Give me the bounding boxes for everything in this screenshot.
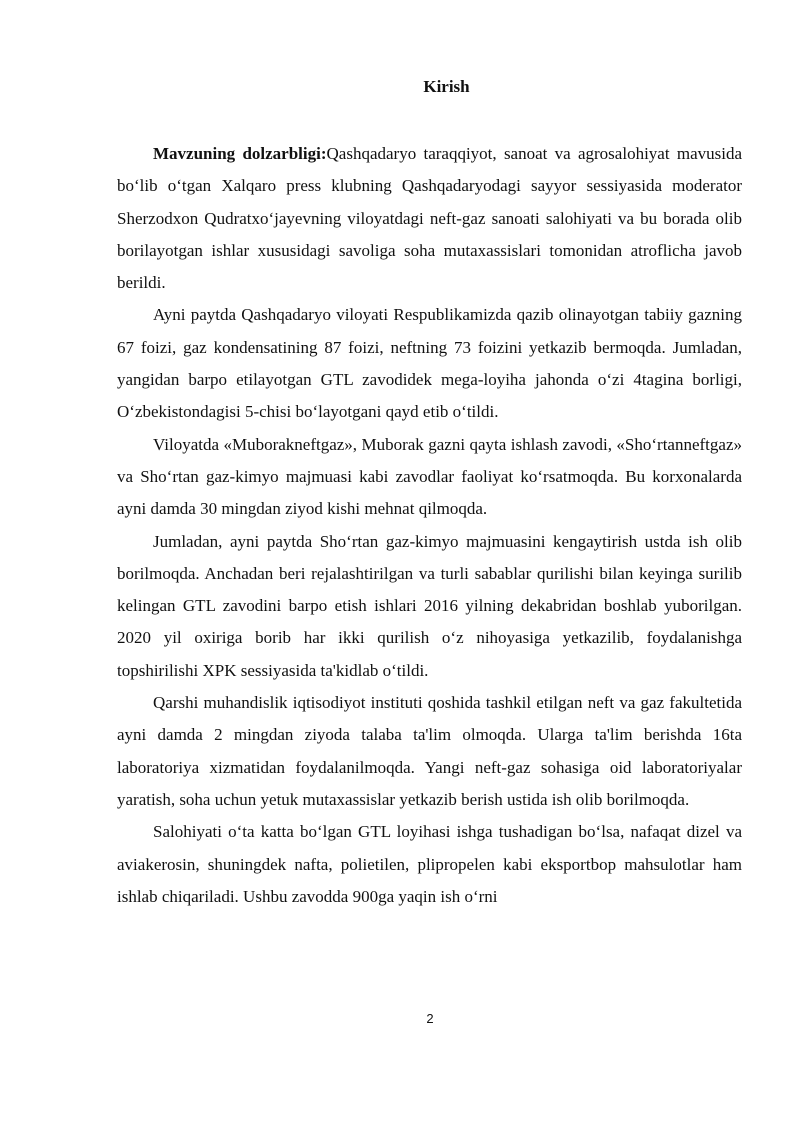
paragraph-gas-share: Ayni paytda Qashqadaryo viloyati Respublikamizda qazib olinayotgan tabiiy gazning 67 foizi, gaz kondensatining 87 foizi, neftning 73 foizini yetkazib bermoqda. Jumladan, yangidan barpo etilayotgan GTL zavodidek mega-loyiha jahonda o‘zi 4tagina borligi, O‘zbekistondagisi 5-chisi bo‘layotgani qayd etib o‘tildi. bbox=[117, 305, 742, 422]
paragraph-enterprises: Viloyatda «Muborakneftgaz», Muborak gazni qayta ishlash zavodi, «Sho‘rtanneftgaz» va Sho‘rtan gaz-kimyo majmuasi kabi zavodlar faoliyat ko‘rsatmoqda. Bu korxonalarda ayni damda 30 mingdan ziyod kishi mehnat qilmoqda. bbox=[117, 434, 742, 519]
paragraph-institute: Qarshi muhandislik iqtisodiyot instituti qoshida tashkil etilgan neft va gaz fakultetida ayni damda 2 mingdan ziyoda talaba ta'lim olmoqda. Ularga ta'lim berishda 16ta laboratoriya xizmatidan foydalanilmoqda. Yangi neft-gaz sohasiga oid laboratoriyalar yaratish, soha uchun yetuk mutaxassislar yetkazib berish ustida ish olib borilmoqda. bbox=[117, 693, 742, 809]
paragraph-text: Qashqadaryo taraqqiyot, sanoat va agrosalohiyat mavusida bo‘lib o‘tgan Xalqaro press klubning Qashqadaryodagi sayyor sessiyasida moderator Sherzodxon Qudratxo‘jayevning viloyatdagi neft-gaz sanoati salohiyati va bu borada olib borilayotgan ishlar xususidagi savoliga soha mutaxassislari tomonidan atroflicha javob berildi. bbox=[117, 144, 742, 293]
page-title: Kirish bbox=[423, 77, 470, 96]
paragraph-gtl-plant: Jumladan, ayni paytda Sho‘rtan gaz-kimyo majmuasini kengaytirish ustda ish olib borilmoqda. Anchadan beri rejalashtirilgan va turli sabablar qurilishi bilan keyinga surilib kelingan GTL zavodini barpo etish ishlari 2016 yilning dekabridan boshlab yuborilgan. 2020 yil oxiriga borib har ikki qurilish o‘z nihoyasiga yetkazilib, foydalanishga topshirilishi XPK sessiyasida ta'kidlab o‘tildi. bbox=[117, 531, 742, 680]
paragraph-relevance bbox=[117, 138, 742, 299]
page-number: 2 bbox=[426, 1011, 434, 1026]
document-body bbox=[117, 138, 742, 913]
paragraph-lead: Mavzuning dolzarbligi: bbox=[153, 144, 327, 163]
paragraph-gtl-products: Salohiyati o‘ta katta bo‘lgan GTL loyihasi ishga tushadigan bo‘lsa, nafaqat dizel va aviakerosin, shuningdek nafta, polietilen, plipropelen kabi eksportbop mahsulotlar ham ishlab chiqariladi. Ushbu zavodda 900ga yaqin ish o‘rni bbox=[117, 822, 742, 906]
